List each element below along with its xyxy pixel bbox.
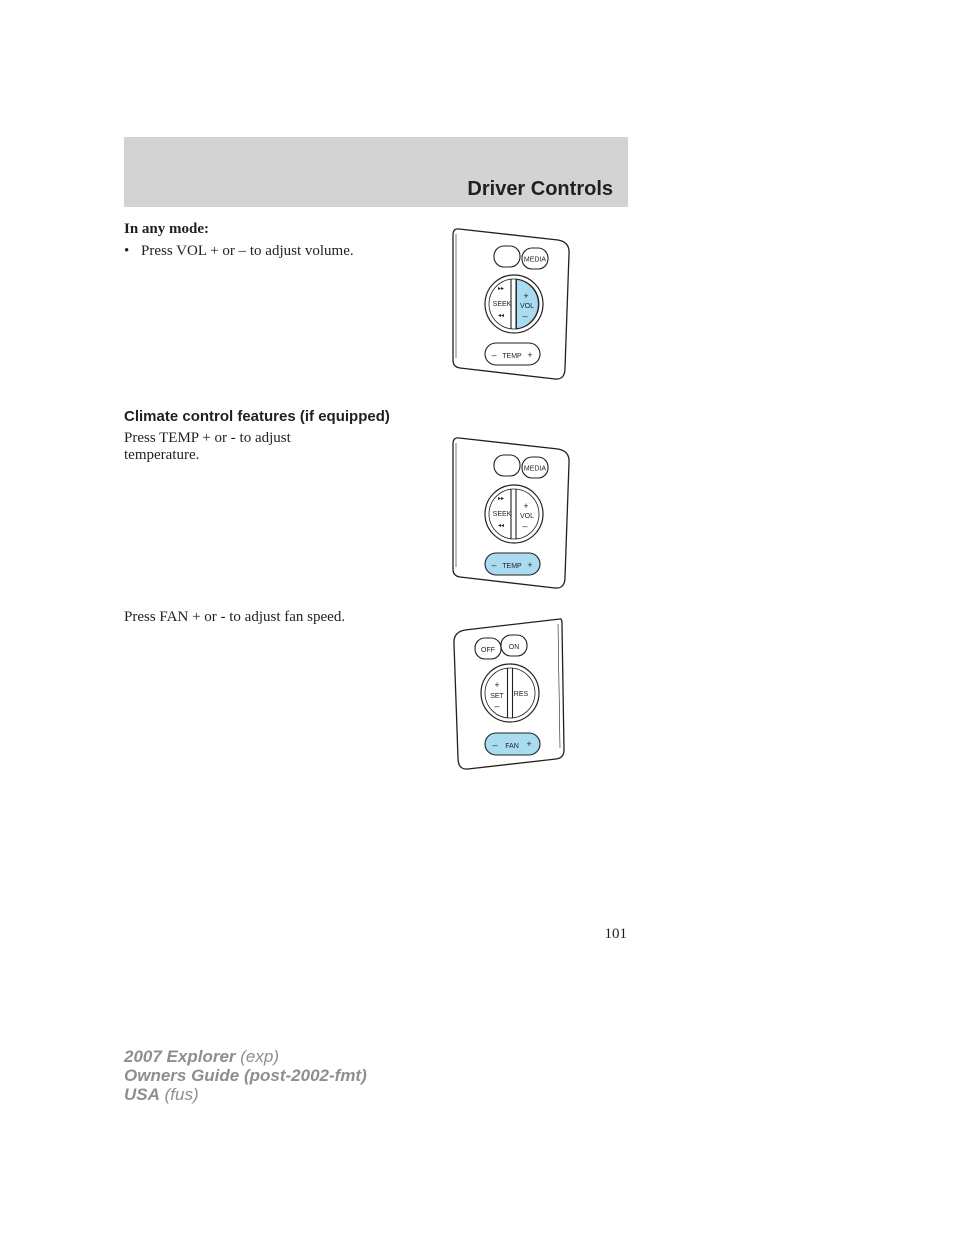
steering-wheel-panel-vol (450, 226, 575, 384)
vol-plus: + (523, 291, 529, 301)
fan-label: FAN (505, 743, 519, 750)
volume-bullet-text: Press VOL + or – to adjust volume. (141, 243, 354, 259)
steering-wheel-panel-fan (450, 616, 575, 774)
audio-controls-temp-figure (450, 435, 575, 598)
svg-text:–: – (522, 521, 528, 531)
footer-line-1 (124, 1047, 367, 1066)
document-footer (124, 1047, 367, 1104)
climate-heading: Climate control features (if equipped) (124, 408, 390, 425)
blank-button (494, 455, 520, 476)
on-label: ON (508, 644, 520, 651)
vol-label: VOL (519, 303, 535, 310)
fan-instruction: Press FAN + or - to adjust fan speed. (124, 609, 346, 625)
footer-line-3 (124, 1085, 367, 1104)
res-label: RES (513, 691, 529, 698)
footer-market-code: (fus) (164, 1085, 199, 1104)
temp-instruction: Press TEMP + or - to adjust temperature. (124, 430, 291, 463)
footer-guide: Owners Guide (post-2002-fmt) (124, 1066, 367, 1085)
svg-text:–: – (491, 350, 497, 360)
steering-wheel-panel-temp (450, 435, 575, 593)
temp-minus: – (491, 560, 497, 570)
media-label: MEDIA (523, 256, 547, 264)
volume-bullet (124, 243, 354, 260)
vol-minus: – (522, 311, 528, 321)
set-minus: – (494, 701, 500, 711)
bullet-mark: • (124, 243, 130, 259)
cruise-controls-fan-figure (450, 616, 575, 779)
footer-market: USA (124, 1085, 160, 1104)
media-label: MEDIA (523, 465, 547, 473)
mode-subheading: In any mode: (124, 221, 210, 237)
temp-label: TEMP (502, 353, 522, 360)
header-band (124, 137, 628, 207)
set-plus: + (494, 680, 500, 690)
temp-label: TEMP (502, 563, 522, 570)
fan-minus: – (492, 740, 498, 750)
svg-text:◂◂: ◂◂ (497, 523, 505, 529)
section-title: Driver Controls (467, 178, 613, 200)
off-label: OFF (481, 647, 495, 654)
blank-button (494, 246, 520, 267)
fan-plus: + (526, 739, 532, 749)
vol-label: VOL (519, 513, 535, 520)
svg-text:+: + (527, 350, 533, 360)
set-label: SET (490, 693, 504, 700)
footer-model-code: (exp) (240, 1047, 279, 1066)
footer-model: 2007 Explorer (124, 1047, 236, 1066)
temp-plus: + (527, 560, 533, 570)
svg-text:+: + (523, 501, 529, 511)
footer-line-2 (124, 1066, 367, 1085)
svg-text:◂◂: ◂◂ (497, 313, 505, 319)
svg-text:▸▸: ▸▸ (497, 496, 505, 502)
seek-label: SEEK (492, 511, 512, 518)
seek-label: SEEK (492, 301, 512, 308)
page-number: 101 (604, 926, 627, 942)
audio-controls-vol-figure (450, 226, 575, 389)
svg-text:▸▸: ▸▸ (497, 286, 505, 292)
